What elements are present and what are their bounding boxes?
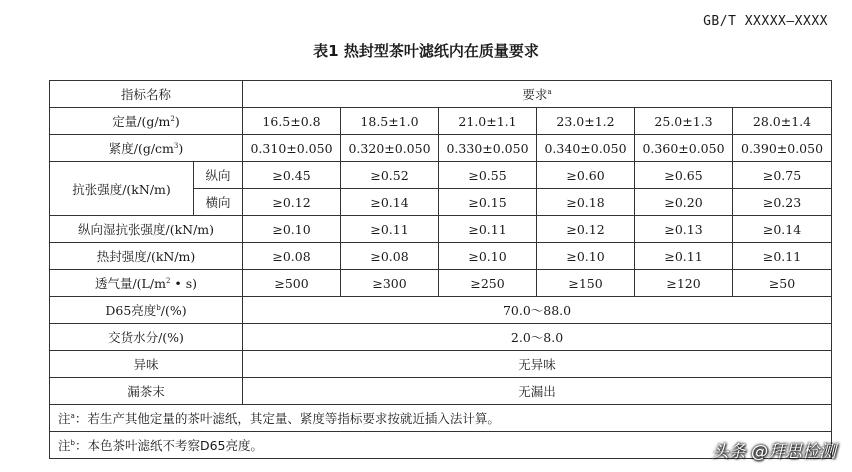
table-cell: ≥0.08 [341, 243, 439, 270]
table-cell: ≥0.12 [537, 216, 635, 243]
table-cell: ≥120 [635, 270, 733, 297]
table-row-moisture [50, 324, 832, 351]
note-a [50, 405, 832, 432]
table-cell: ≥0.10 [243, 216, 341, 243]
table-cell: 0.360±0.050 [635, 135, 733, 162]
table-cell: ≥0.15 [439, 189, 537, 216]
header-row [50, 81, 832, 108]
table-cell: 16.5±0.8 [243, 108, 341, 135]
label-text: 紧度/(g/cm [108, 141, 174, 156]
table-cell: ≥250 [439, 270, 537, 297]
table-cell: 0.340±0.050 [537, 135, 635, 162]
table-row-brightness [50, 297, 832, 324]
table-cell: ≥0.14 [341, 189, 439, 216]
table-cell: 23.0±1.2 [537, 108, 635, 135]
watermark: 头条 @拜思检测 [711, 442, 836, 462]
table-cell: ≥150 [537, 270, 635, 297]
footnote-a-mark: a [547, 87, 552, 96]
table-cell: ≥0.11 [439, 216, 537, 243]
table-row-grammage [50, 108, 832, 135]
table-cell: ≥0.08 [243, 243, 341, 270]
row-label-air-permeability [50, 270, 243, 297]
table-row-air-permeability [50, 270, 832, 297]
table-cell: 0.320±0.050 [341, 135, 439, 162]
row-label-grammage [50, 108, 243, 135]
row-label-heat-seal: 热封强度/(kN/m) [50, 243, 243, 270]
table-row-odor [50, 351, 832, 378]
row-label-odor: 异味 [50, 351, 243, 378]
table-title: 表1 热封型茶叶滤纸内在质量要求 [313, 42, 539, 60]
table-cell: ≥0.12 [243, 189, 341, 216]
row-label-brightness [50, 297, 243, 324]
sub-label-md: 纵向 [194, 162, 243, 189]
note-text: ：本色茶叶滤纸不考察D65亮度。 [74, 438, 264, 453]
footnote-b-mark: b [156, 303, 161, 312]
label-sup: 3 [173, 141, 179, 150]
table-cell: ≥0.11 [635, 243, 733, 270]
requirements-table [49, 80, 832, 459]
standard-code: GB/T XXXXX—XXXX [703, 14, 828, 29]
table-row-wet-tensile [50, 216, 832, 243]
row-label-moisture: 交货水分/(%) [50, 324, 243, 351]
table-cell: ≥300 [341, 270, 439, 297]
header-indicator: 指标名称 [50, 81, 243, 108]
table-row-heat-seal [50, 243, 832, 270]
table-cell: 18.5±1.0 [341, 108, 439, 135]
table-cell: ≥0.55 [439, 162, 537, 189]
label-text: 定量/(g/m [112, 114, 171, 129]
label-sup: 2 [165, 276, 171, 285]
table-cell: 28.0±1.4 [733, 108, 832, 135]
table-cell: ≥0.65 [635, 162, 733, 189]
table-cell: 0.390±0.050 [733, 135, 832, 162]
table-cell: ≥0.45 [243, 162, 341, 189]
table-cell-merged: 2.0～8.0 [243, 324, 832, 351]
table-cell: 21.0±1.1 [439, 108, 537, 135]
table-cell: ≥500 [243, 270, 341, 297]
label-end: • s) [170, 276, 198, 291]
label-sup: 2 [170, 114, 175, 123]
table-cell: ≥0.13 [635, 216, 733, 243]
header-requirement [243, 81, 832, 108]
row-label-leakage: 漏茶末 [50, 378, 243, 405]
table-cell-merged: 无异味 [243, 351, 832, 378]
table-cell: ≥50 [733, 270, 832, 297]
table-cell: ≥0.10 [439, 243, 537, 270]
table-cell: ≥0.52 [341, 162, 439, 189]
table-cell: ≥0.14 [733, 216, 832, 243]
label-text: 透气量/(L/m [94, 276, 166, 291]
label-text: D65亮度 [105, 303, 157, 318]
table-cell: ≥0.75 [733, 162, 832, 189]
table-cell: ≥0.18 [537, 189, 635, 216]
table-cell: 25.0±1.3 [635, 108, 733, 135]
label-end: /(%) [160, 303, 187, 318]
table-cell: 0.330±0.050 [439, 135, 537, 162]
table-cell: ≥0.11 [733, 243, 832, 270]
note-prefix: 注 [58, 438, 71, 453]
sub-label-cd: 横向 [194, 189, 243, 216]
table-cell-merged: 70.0～88.0 [243, 297, 832, 324]
table-cell: 0.310±0.050 [243, 135, 341, 162]
note-text: ：若生产其他定量的茶叶滤纸，其定量、紧度等指标要求按就近插入法计算。 [74, 411, 500, 426]
note-row-a [50, 405, 832, 432]
table-cell: ≥0.60 [537, 162, 635, 189]
note-prefix: 注 [58, 411, 71, 426]
label-end: ) [174, 114, 180, 129]
table-row-leakage [50, 378, 832, 405]
header-requirement-text: 要求 [522, 87, 548, 102]
table-cell: ≥0.11 [341, 216, 439, 243]
note-sup: b [70, 438, 75, 447]
row-label-wet-tensile: 纵向湿抗张强度/(kN/m) [50, 216, 243, 243]
table-cell: ≥0.20 [635, 189, 733, 216]
table-cell: ≥0.10 [537, 243, 635, 270]
table-cell-merged: 无漏出 [243, 378, 832, 405]
label-end: ) [178, 141, 184, 156]
table-cell: ≥0.23 [733, 189, 832, 216]
row-label-tensile: 抗张强度/(kN/m) [50, 162, 194, 216]
row-label-density [50, 135, 243, 162]
note-sup: a [70, 411, 75, 420]
table-row-density [50, 135, 832, 162]
table-row-tensile-md [50, 162, 832, 189]
